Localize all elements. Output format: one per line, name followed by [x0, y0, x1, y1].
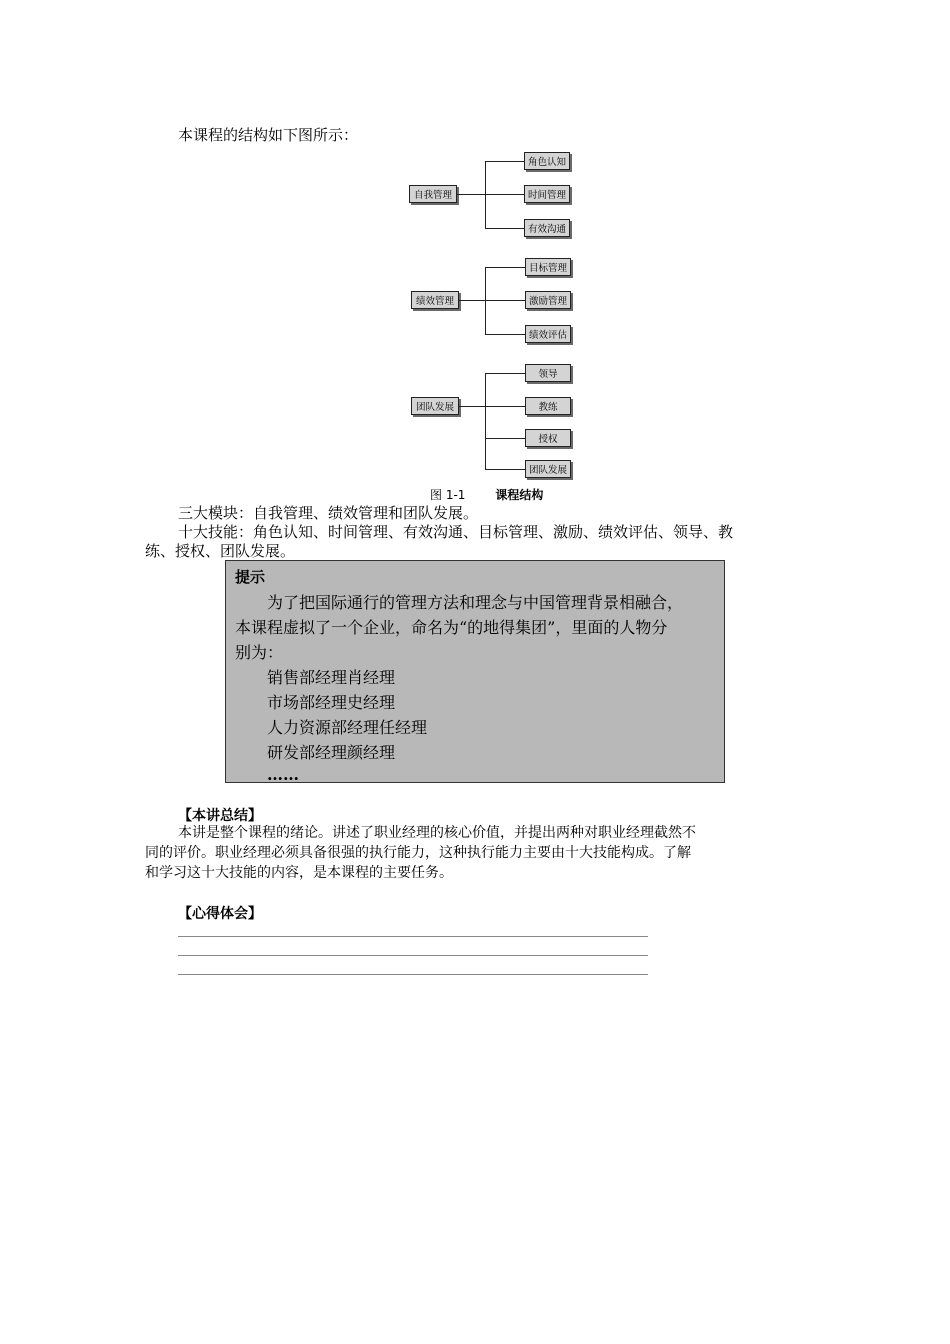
connector — [485, 194, 524, 195]
summary-heading: 【本讲总结】 — [178, 808, 262, 824]
diagram-child-node: 时间管理 — [524, 185, 570, 203]
diagram-child-node: 团队发展 — [525, 460, 571, 478]
skills-line-2: 练、授权、团队发展。 — [145, 542, 296, 560]
summary-line: 本讲是整个课程的绪论。讲述了职业经理的核心价值，并提出两种对职业经理截然不 — [178, 825, 696, 841]
tip-paragraph-line: 别为： — [235, 643, 284, 662]
tip-ellipsis: …… — [267, 765, 299, 784]
diagram-child-node: 教练 — [525, 397, 571, 415]
modules-line: 三大模块：自我管理、绩效管理和团队发展。 — [178, 504, 479, 522]
intro-text: 本课程的结构如下图所示： — [178, 126, 359, 144]
connector — [485, 267, 525, 268]
diagram-child-node: 有效沟通 — [524, 219, 570, 237]
connector — [457, 194, 485, 195]
figure-caption — [430, 486, 543, 503]
tip-person-line: 市场部经理史经理 — [267, 693, 396, 712]
connector — [485, 438, 525, 439]
tip-person-line: 销售部经理肖经理 — [267, 668, 396, 687]
writing-line — [178, 936, 648, 937]
tip-person-line: 研发部经理颜经理 — [267, 743, 396, 762]
figure-number: 图 1-1 — [430, 488, 466, 502]
diagram-child-node: 激励管理 — [525, 291, 571, 309]
diagram-root-node: 绩效管理 — [411, 291, 459, 309]
reflection-heading: 【心得体会】 — [178, 906, 262, 922]
tip-box — [225, 560, 725, 783]
connector — [485, 161, 524, 162]
connector — [485, 373, 486, 469]
writing-line — [178, 955, 648, 956]
writing-line — [178, 974, 648, 975]
diagram-child-node: 领导 — [525, 364, 571, 382]
diagram-root-node: 团队发展 — [411, 397, 459, 415]
diagram-root-node: 自我管理 — [409, 185, 457, 203]
connector — [485, 406, 525, 407]
connector — [485, 228, 524, 229]
connector — [459, 300, 485, 301]
course-structure-diagram — [400, 148, 590, 483]
diagram-child-node: 角色认知 — [524, 152, 570, 170]
diagram-child-node: 授权 — [525, 429, 571, 447]
summary-paragraph — [145, 823, 805, 883]
tip-title: 提示 — [235, 568, 266, 586]
connector — [485, 300, 525, 301]
connector — [485, 334, 525, 335]
tip-paragraph-line: 本课程虚拟了一个企业，命名为“的地得集团”，里面的人物分 — [235, 618, 668, 637]
tip-person-line: 人力资源部经理任经理 — [267, 718, 428, 737]
diagram-child-node: 绩效评估 — [525, 325, 571, 343]
figure-title: 课程结构 — [495, 488, 544, 502]
summary-line: 和学习这十大技能的内容，是本课程的主要任务。 — [145, 865, 453, 881]
diagram-child-node: 目标管理 — [525, 258, 571, 276]
summary-line: 同的评价。职业经理必须具备很强的执行能力，这种执行能力主要由十大技能构成。了解 — [145, 845, 691, 861]
tip-paragraph-line: 为了把国际通行的管理方法和理念与中国管理背景相融合， — [267, 593, 684, 612]
connector — [459, 406, 485, 407]
connector — [485, 469, 525, 470]
skills-line-1: 十大技能：角色认知、时间管理、有效沟通、目标管理、激励、绩效评估、领导、教 — [178, 523, 734, 541]
connector — [485, 373, 525, 374]
